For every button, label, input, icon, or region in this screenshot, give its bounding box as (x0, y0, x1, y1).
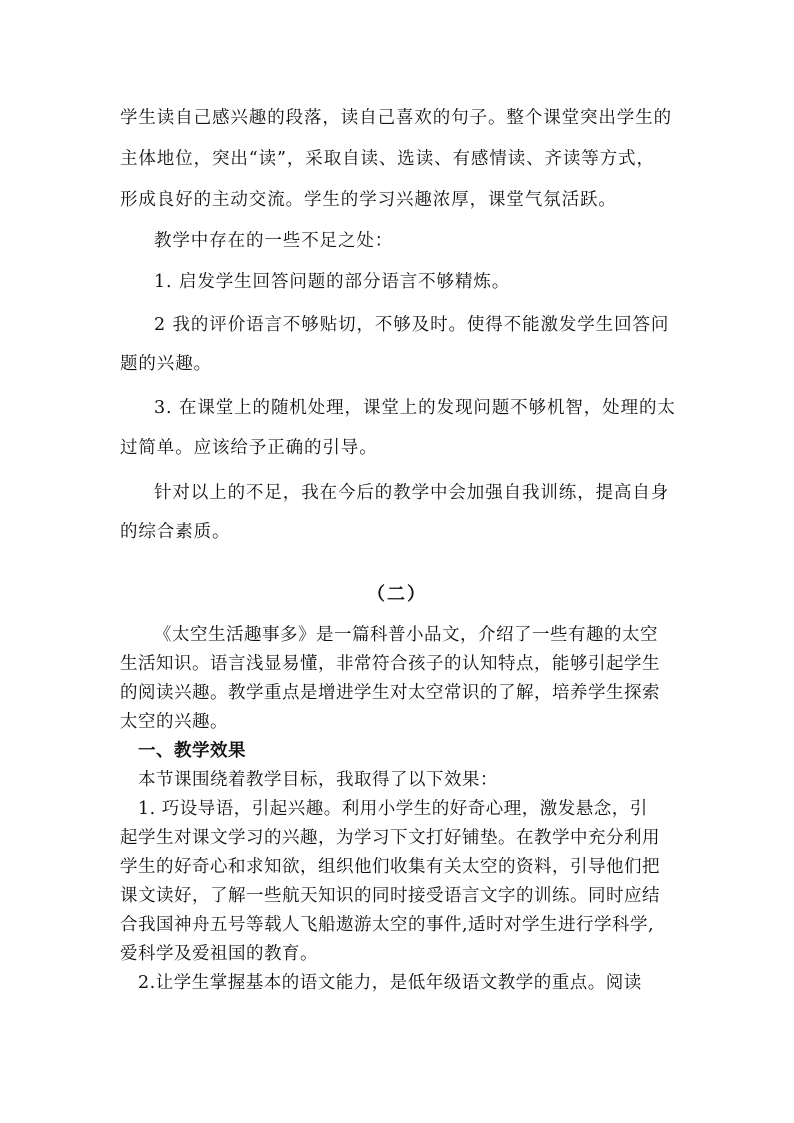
paragraph-line: 《太空生活趣事多》是一篇科普小品文，介绍了一些有趣的太空 (154, 625, 658, 645)
paragraph-line: 学生读自己感兴趣的段落，读自己喜欢的句子。整个课堂突出学生的 (120, 108, 672, 128)
list-item-2: 2 我的评价语言不够贴切，不够及时。使得不能激发学生回答问 (154, 315, 670, 335)
paragraph-line: 形成良好的主动交流。学生的学习兴趣浓厚，课堂气氛活跃。 (120, 190, 617, 210)
paragraph-line: 针对以上的不足，我在今后的教学中会加强自我训练，提高自身 (154, 483, 670, 503)
paragraph-line: 生活知识。语言浅显易懂，非常符合孩子的认知特点，能够引起学生 (120, 654, 660, 674)
paragraph-line: 本节课围绕着教学目标，我取得了以下效果： (138, 770, 498, 790)
paragraph-line: 的阅读兴趣。教学重点是增进学生对太空常识的了解，培养学生探索 (120, 683, 660, 703)
list-item-1: 1. 启发学生回答问题的部分语言不够精炼。 (154, 272, 511, 292)
section-heading: （二） (367, 584, 427, 605)
paragraph-line: 课文读好，了解一些航天知识的同时接受语言文字的训练。同时应结 (120, 886, 660, 906)
subheading: 一、教学效果 (138, 741, 246, 761)
list-item-1: 1. 巧设导语，引起兴趣。利用小学生的好奇心理，激发悬念，引 (138, 799, 648, 819)
paragraph-line: 的综合素质。 (120, 522, 231, 542)
paragraph-line: 题的兴趣。 (120, 354, 212, 374)
paragraph-line: 过简单。应该给予正确的引导。 (120, 438, 378, 458)
paragraph-line: 太空的兴趣。 (120, 712, 228, 732)
paragraph-line: 合我国神舟五号等载人飞船遨游太空的事件,适时对学生进行学科学, (120, 915, 655, 935)
paragraph-line: 学生的好奇心和求知欲，组织他们收集有关太空的资料，引导他们把 (120, 857, 660, 877)
paragraph-line: 起学生对课文学习的兴趣，为学习下文打好铺垫。在教学中充分利用 (120, 828, 660, 848)
paragraph-line: 主体地位，突出“读”，采取自读、选读、有感情读、齐读等方式， (120, 149, 655, 169)
list-item-2: 2.让学生掌握基本的语文能力，是低年级语文教学的重点。阅读 (138, 973, 642, 993)
paragraph-line: 教学中存在的一些不足之处： (154, 231, 394, 251)
list-item-3: 3. 在课堂上的随机处理，课堂上的发现问题不够机智，处理的太 (154, 398, 676, 418)
paragraph-line: 爱科学及爱祖国的教育。 (120, 944, 318, 964)
